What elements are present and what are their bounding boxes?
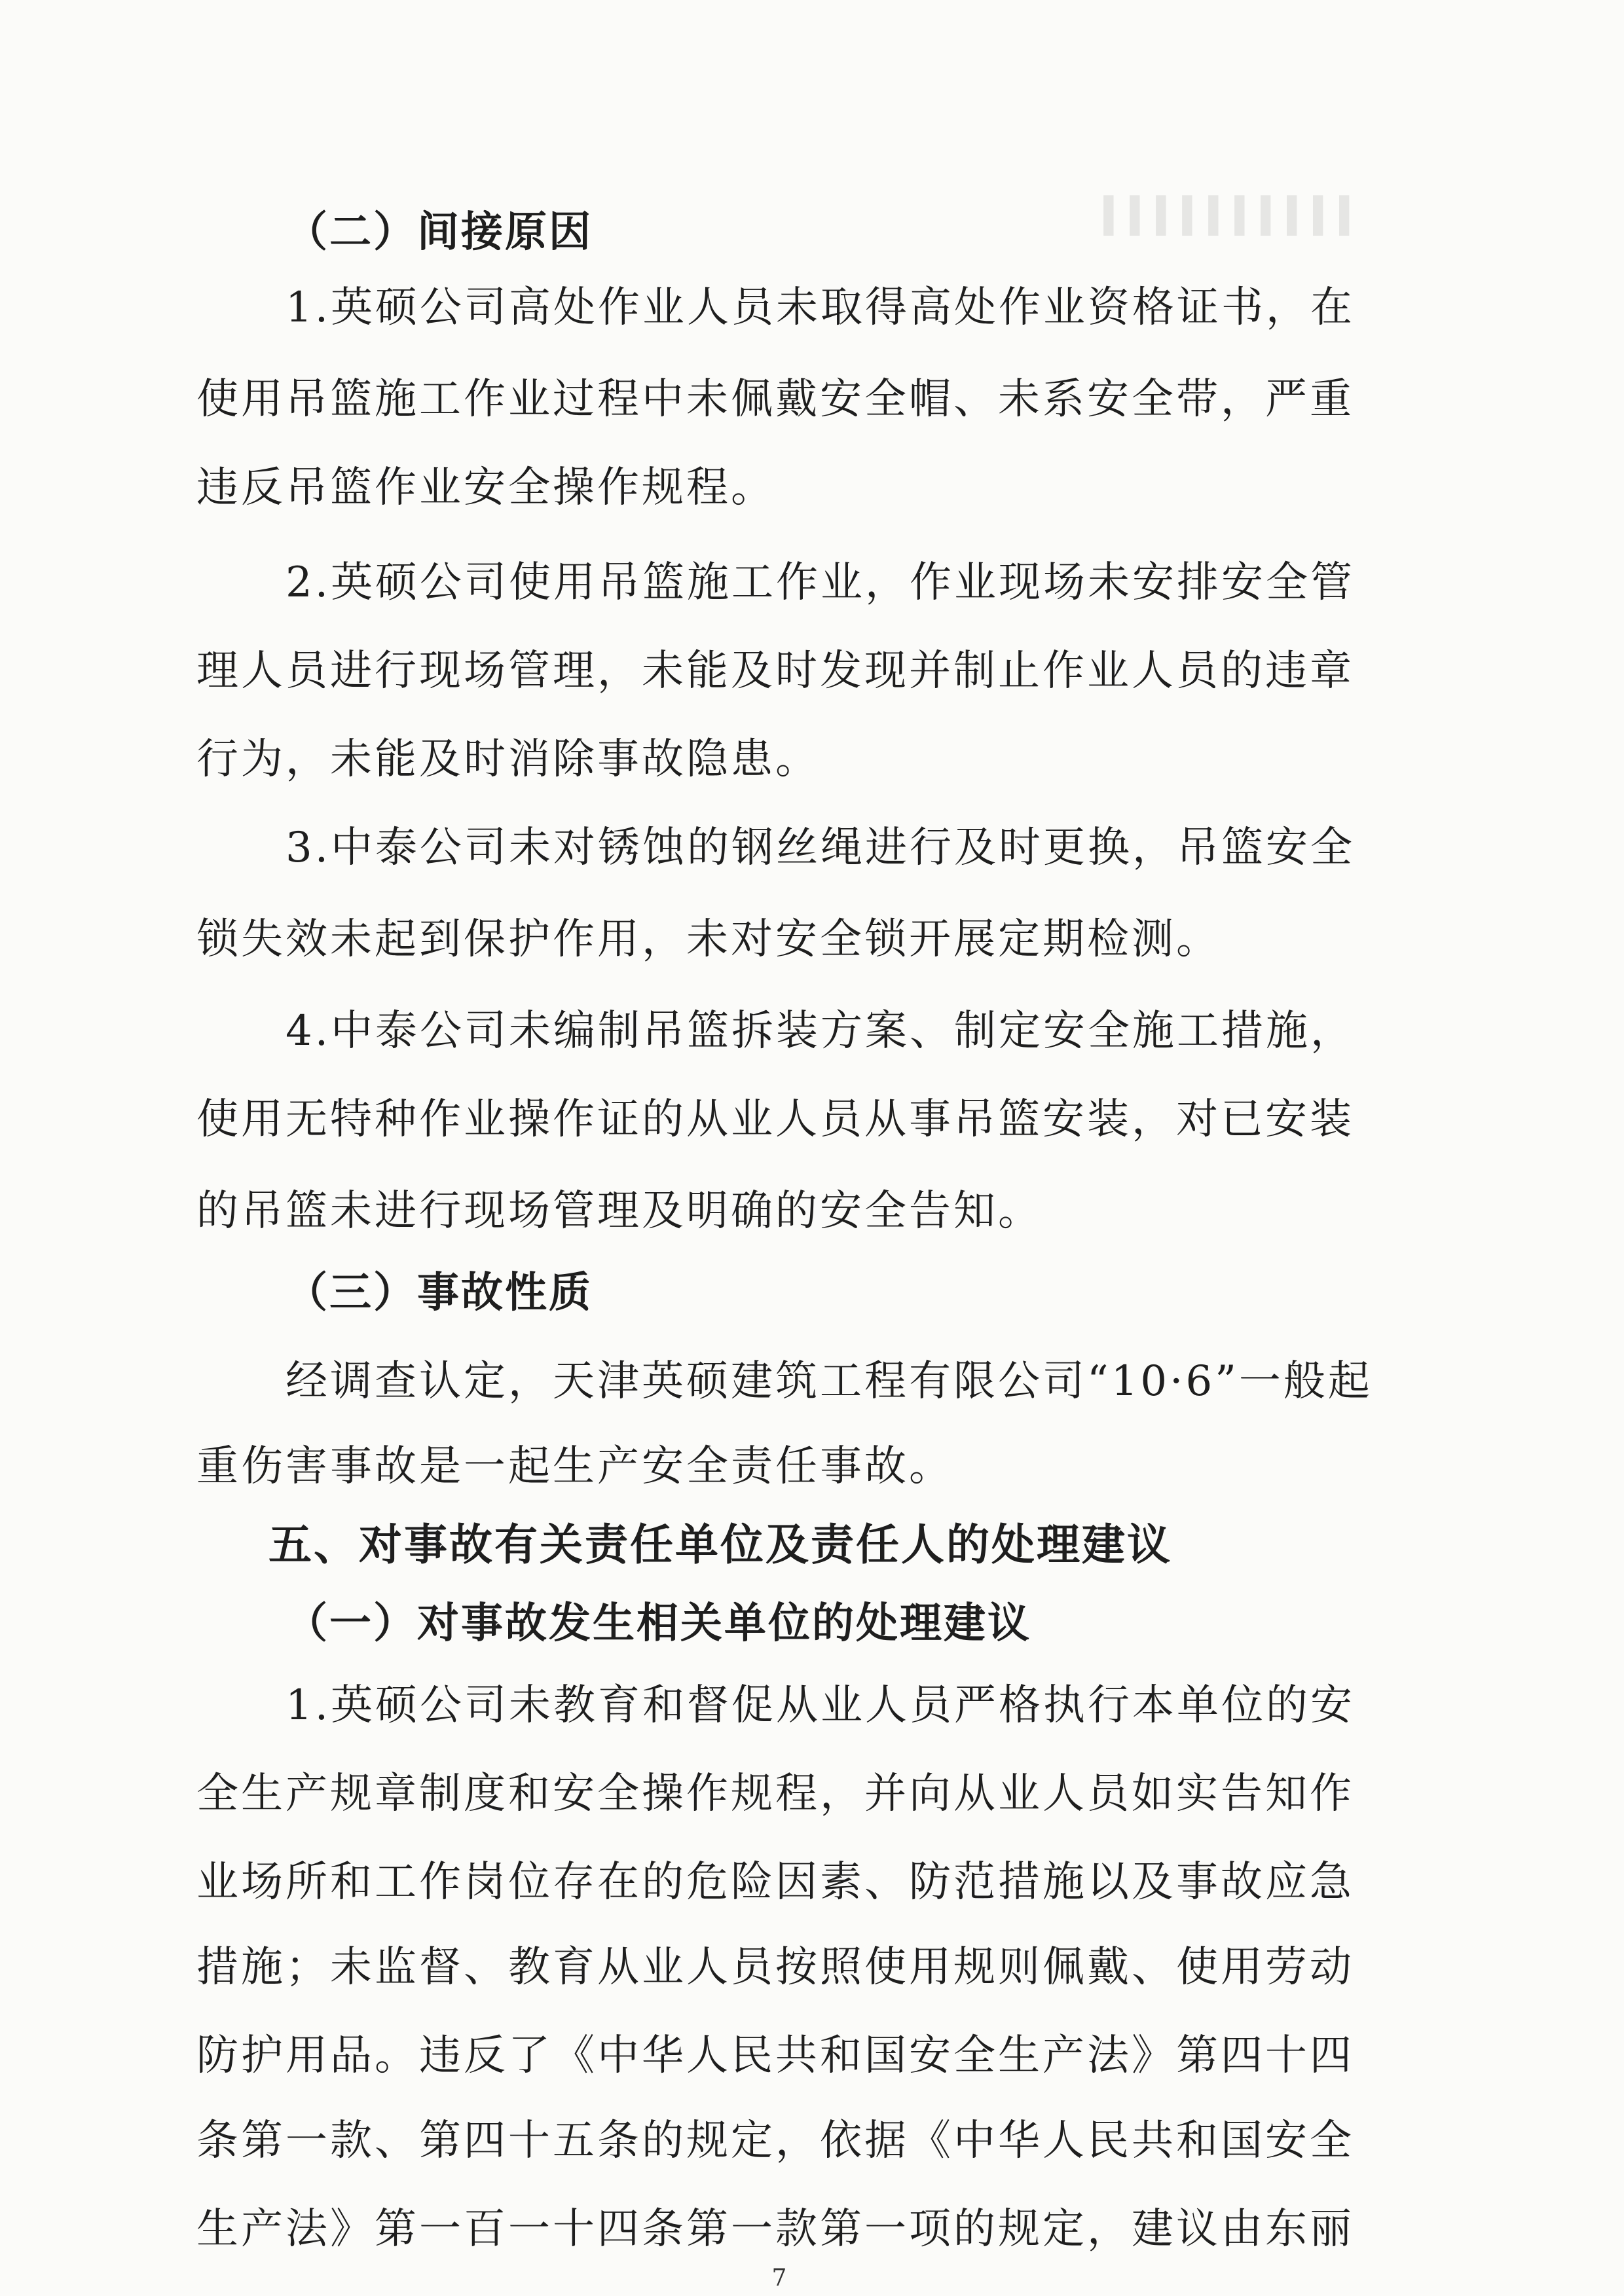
paragraph-line: 经调查认定，天津英硕建筑工程有限公司“10·6”一般起 — [286, 1357, 1373, 1406]
paragraph-line: 使用吊篮施工作业过程中未佩戴安全帽、未系安全带，严重 — [196, 375, 1354, 424]
paragraph-line: 重伤害事故是一起生产安全责任事故。 — [196, 1442, 953, 1491]
paragraph-line: 条第一款、第四十五条的规定，依据《中华人民共和国安全 — [196, 2117, 1354, 2165]
section-heading-unit-suggestions: （一）对事故发生相关单位的处理建议 — [286, 1599, 1031, 1648]
paragraph-line: 违反吊篮作业安全操作规程。 — [196, 464, 775, 512]
paragraph-line: 1.英硕公司高处作业人员未取得高处作业资格证书，在 — [286, 283, 1356, 332]
paragraph-line: 2.英硕公司使用吊篮施工作业，作业现场未安排安全管 — [286, 558, 1356, 607]
paragraph-line: 1.英硕公司未教育和督促从业人员严格执行本单位的安 — [286, 1681, 1356, 1730]
section-heading-indirect-causes: （二）间接原因 — [286, 208, 593, 257]
paragraph-line: 理人员进行现场管理，未能及时发现并制止作业人员的违章 — [196, 647, 1354, 695]
page-number: 7 — [771, 2265, 787, 2291]
paragraph-line: 措施；未监督、教育从业人员按照使用规则佩戴、使用劳动 — [196, 1943, 1354, 1992]
paragraph-line: 3.中泰公司未对锈蚀的钢丝绳进行及时更换，吊篮安全 — [286, 824, 1356, 872]
paragraph-line: 防护用品。违反了《中华人民共和国安全生产法》第四十四 — [196, 2032, 1354, 2080]
paragraph-line: 4.中泰公司未编制吊篮拆装方案、制定安全施工措施， — [286, 1007, 1356, 1055]
paragraph-line: 锁失效未起到保护作用，未对安全锁开展定期检测。 — [196, 915, 1221, 964]
paragraph-line: 全生产规章制度和安全操作规程，并向从业人员如实告知作 — [196, 1770, 1354, 1818]
paragraph-line: 行为，未能及时消除事故隐患。 — [196, 735, 820, 784]
paragraph-line: 的吊篮未进行现场管理及明确的安全告知。 — [196, 1187, 1043, 1235]
paragraph-line: 生产法》第一百一十四条第一款第一项的规定，建议由东丽 — [196, 2205, 1354, 2253]
chapter-heading-handling-suggestions: 五、对事故有关责任单位及责任人的处理建议 — [268, 1520, 1172, 1570]
paragraph-line: 业场所和工作岗位存在的危险因素、防范措施以及事故应急 — [196, 1858, 1354, 1906]
section-heading-accident-nature: （三）事故性质 — [286, 1269, 593, 1317]
paragraph-line: 使用无特种作业操作证的从业人员从事吊篮安装，对已安装 — [196, 1095, 1354, 1144]
show-through-text: ▍▍▍▍▍▍▍▍▍▍ — [1087, 196, 1349, 236]
